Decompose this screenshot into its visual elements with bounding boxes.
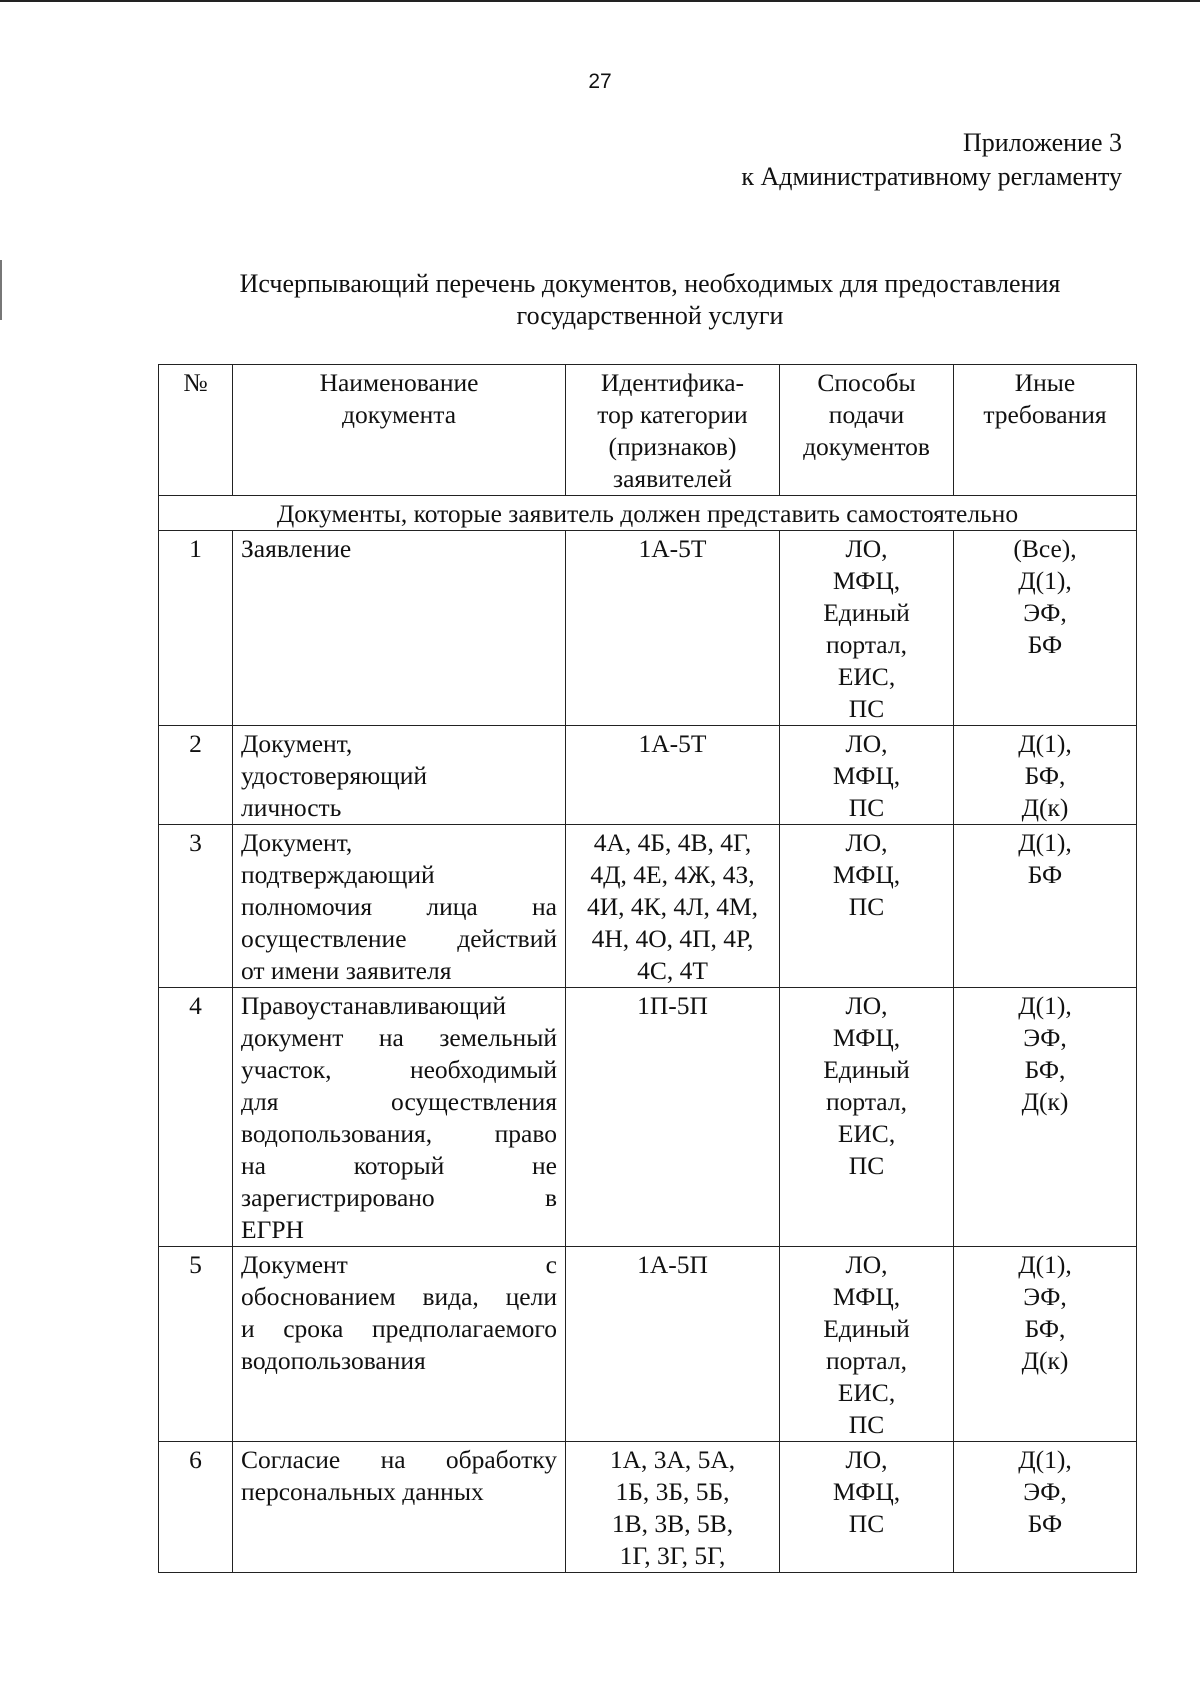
applicant-identifier bbox=[566, 1442, 780, 1573]
applicant-identifier bbox=[566, 825, 780, 988]
requirement-line: Д(1), bbox=[1018, 566, 1072, 595]
applicant-identifier bbox=[566, 531, 780, 726]
applicant-identifier bbox=[566, 726, 780, 825]
row-number: 4 bbox=[159, 988, 233, 1247]
row-number: 1 bbox=[159, 531, 233, 726]
requirement-line: (Все), bbox=[1013, 534, 1077, 563]
submission-methods bbox=[780, 988, 954, 1247]
method-line: ПС bbox=[848, 1509, 885, 1538]
requirement-line: Д(1), bbox=[1018, 1445, 1072, 1474]
requirement-line: ЭФ, bbox=[1023, 1477, 1067, 1506]
table-row bbox=[159, 726, 1137, 825]
requirement-line: БФ bbox=[1027, 860, 1063, 889]
document-name bbox=[233, 1247, 566, 1442]
requirement-line: БФ, bbox=[1024, 1314, 1066, 1343]
method-line: МФЦ, bbox=[832, 1282, 901, 1311]
header-name bbox=[233, 365, 566, 496]
requirement-line: Д(к) bbox=[1021, 1346, 1069, 1375]
identifier-line: 1Б, 3Б, 5Б, bbox=[615, 1477, 730, 1506]
method-line: ЛО, bbox=[845, 534, 888, 563]
requirement-line: БФ, bbox=[1024, 761, 1066, 790]
table-row bbox=[159, 531, 1137, 726]
requirement-line: Д(1), bbox=[1018, 729, 1072, 758]
name-line: водопользования, право bbox=[241, 1119, 557, 1148]
name-line: зарегистрировано в bbox=[241, 1183, 557, 1212]
header-requirements bbox=[954, 365, 1137, 496]
requirement-line: БФ, bbox=[1024, 1055, 1066, 1084]
header-identifier bbox=[566, 365, 780, 496]
identifier-line: 1П-5П bbox=[637, 991, 708, 1020]
name-line: осуществление действий bbox=[241, 924, 557, 953]
other-requirements bbox=[954, 825, 1137, 988]
header-line: (признаков) bbox=[608, 432, 737, 461]
method-line: ПС bbox=[848, 892, 885, 921]
other-requirements bbox=[954, 531, 1137, 726]
name-line: удостоверяющий bbox=[241, 761, 428, 790]
name-line: Документ, bbox=[241, 729, 353, 758]
header-line: документов bbox=[803, 432, 930, 461]
method-line: Единый bbox=[823, 1314, 910, 1343]
row-number: 6 bbox=[159, 1442, 233, 1573]
method-line: ЕИС, bbox=[837, 1378, 896, 1407]
header-line: заявителей bbox=[613, 464, 732, 493]
section-row bbox=[159, 496, 1137, 531]
name-line: Документ, bbox=[241, 828, 353, 857]
method-line: МФЦ, bbox=[832, 566, 901, 595]
table-row bbox=[159, 988, 1137, 1247]
header-line: подачи bbox=[828, 400, 905, 429]
name-line: личность bbox=[241, 793, 342, 822]
method-line: ПС bbox=[848, 1410, 885, 1439]
method-line: ЛО, bbox=[845, 991, 888, 1020]
requirement-line: ЭФ, bbox=[1023, 1023, 1067, 1052]
requirement-line: Д(к) bbox=[1021, 793, 1069, 822]
title-line: Исчерпывающий перечень документов, необходимых для предоставления bbox=[239, 269, 1061, 298]
method-line: портал, bbox=[826, 630, 907, 659]
name-line: Документ с bbox=[241, 1250, 557, 1279]
name-line: от имени заявителя bbox=[241, 956, 452, 985]
header-num: № bbox=[159, 365, 233, 496]
header-line: Идентифика- bbox=[600, 368, 745, 397]
section-heading: Документы, которые заявитель должен представить самостоятельно bbox=[159, 496, 1137, 531]
name-line: участок, необходимый bbox=[241, 1055, 557, 1084]
row-number: 3 bbox=[159, 825, 233, 988]
name-line: водопользования bbox=[241, 1346, 426, 1375]
requirement-line: Д(к) bbox=[1021, 1087, 1069, 1116]
other-requirements bbox=[954, 988, 1137, 1247]
other-requirements bbox=[954, 1442, 1137, 1573]
method-line: ПС bbox=[848, 1151, 885, 1180]
method-line: Единый bbox=[823, 598, 910, 627]
documents-table bbox=[158, 364, 1137, 1573]
method-line: МФЦ, bbox=[832, 1477, 901, 1506]
method-line: ЛО, bbox=[845, 729, 888, 758]
other-requirements bbox=[954, 726, 1137, 825]
table-row bbox=[159, 1247, 1137, 1442]
requirement-line: БФ bbox=[1027, 1509, 1063, 1538]
table-header-row bbox=[159, 365, 1137, 496]
method-line: Единый bbox=[823, 1055, 910, 1084]
requirement-line: Д(1), bbox=[1018, 828, 1072, 857]
appendix-line: Приложение 3 bbox=[962, 128, 1122, 157]
identifier-line: 1А-5Т bbox=[638, 534, 707, 563]
header-line: требования bbox=[983, 400, 1107, 429]
identifier-line: 1А-5Т bbox=[638, 729, 707, 758]
method-line: портал, bbox=[826, 1087, 907, 1116]
document-name bbox=[233, 1442, 566, 1573]
name-line: обоснованием вида, цели bbox=[241, 1282, 557, 1311]
applicant-identifier bbox=[566, 1247, 780, 1442]
method-line: МФЦ, bbox=[832, 1023, 901, 1052]
name-line: Заявление bbox=[241, 534, 352, 563]
row-number: 2 bbox=[159, 726, 233, 825]
requirement-line: ЭФ, bbox=[1023, 1282, 1067, 1311]
scan-edge bbox=[0, 0, 1200, 2]
appendix-note bbox=[741, 126, 1122, 194]
identifier-line: 1Г, 3Г, 5Г, bbox=[619, 1541, 726, 1570]
header-line: тор категории bbox=[597, 400, 748, 429]
name-line: на который не bbox=[241, 1151, 557, 1180]
method-line: МФЦ, bbox=[832, 860, 901, 889]
name-line: Правоустанавливающий bbox=[241, 991, 507, 1020]
header-line: Способы bbox=[817, 368, 916, 397]
name-line: для осуществления bbox=[241, 1087, 557, 1116]
appendix-line: к Административному регламенту bbox=[741, 162, 1122, 191]
identifier-line: 4Д, 4Е, 4Ж, 4З, bbox=[590, 860, 755, 889]
requirement-line: БФ bbox=[1027, 630, 1063, 659]
identifier-line: 1В, 3В, 5В, bbox=[611, 1509, 734, 1538]
requirement-line: Д(1), bbox=[1018, 1250, 1072, 1279]
page-number: 27 bbox=[588, 70, 612, 93]
name-line: Согласие на обработку bbox=[241, 1445, 557, 1474]
name-line: подтверждающий bbox=[241, 860, 435, 889]
method-line: ЛО, bbox=[845, 828, 888, 857]
submission-methods bbox=[780, 1442, 954, 1573]
name-line: документ на земельный bbox=[241, 1023, 557, 1052]
document-name bbox=[233, 531, 566, 726]
identifier-line: 4С, 4Т bbox=[637, 956, 708, 985]
method-line: ЛО, bbox=[845, 1445, 888, 1474]
row-number: 5 bbox=[159, 1247, 233, 1442]
method-line: портал, bbox=[826, 1346, 907, 1375]
other-requirements bbox=[954, 1247, 1137, 1442]
requirement-line: ЭФ, bbox=[1023, 598, 1067, 627]
method-line: МФЦ, bbox=[832, 761, 901, 790]
table-row bbox=[159, 825, 1137, 988]
submission-methods bbox=[780, 531, 954, 726]
submission-methods bbox=[780, 726, 954, 825]
submission-methods bbox=[780, 825, 954, 988]
header-line: документа bbox=[341, 400, 457, 429]
identifier-line: 4Н, 4О, 4П, 4Р, bbox=[591, 924, 754, 953]
identifier-line: 1А-5П bbox=[637, 1250, 708, 1279]
header-methods bbox=[780, 365, 954, 496]
table-row bbox=[159, 1442, 1137, 1573]
name-line: ЕГРН bbox=[241, 1215, 304, 1244]
identifier-line: 1А, 3А, 5А, bbox=[609, 1445, 736, 1474]
identifier-line: 4А, 4Б, 4В, 4Г, bbox=[593, 828, 752, 857]
document-name bbox=[233, 726, 566, 825]
applicant-identifier bbox=[566, 988, 780, 1247]
method-line: ПС bbox=[848, 793, 885, 822]
name-line: полномочия лица на bbox=[241, 892, 557, 921]
identifier-line: 4И, 4К, 4Л, 4М, bbox=[586, 892, 759, 921]
document-name bbox=[233, 988, 566, 1247]
header-line: Иные bbox=[1014, 368, 1076, 397]
name-line: персональных данных bbox=[241, 1477, 484, 1506]
submission-methods bbox=[780, 1247, 954, 1442]
document-name bbox=[233, 825, 566, 988]
method-line: ПС bbox=[848, 694, 885, 723]
scan-edge bbox=[0, 260, 2, 320]
method-line: ЛО, bbox=[845, 1250, 888, 1279]
method-line: ЕИС, bbox=[837, 662, 896, 691]
header-line: Наименование bbox=[319, 368, 479, 397]
title-line: государственной услуги bbox=[516, 301, 784, 330]
method-line: ЕИС, bbox=[837, 1119, 896, 1148]
document-title bbox=[120, 268, 1180, 332]
name-line: и срока предполагаемого bbox=[241, 1314, 557, 1343]
requirement-line: Д(1), bbox=[1018, 991, 1072, 1020]
